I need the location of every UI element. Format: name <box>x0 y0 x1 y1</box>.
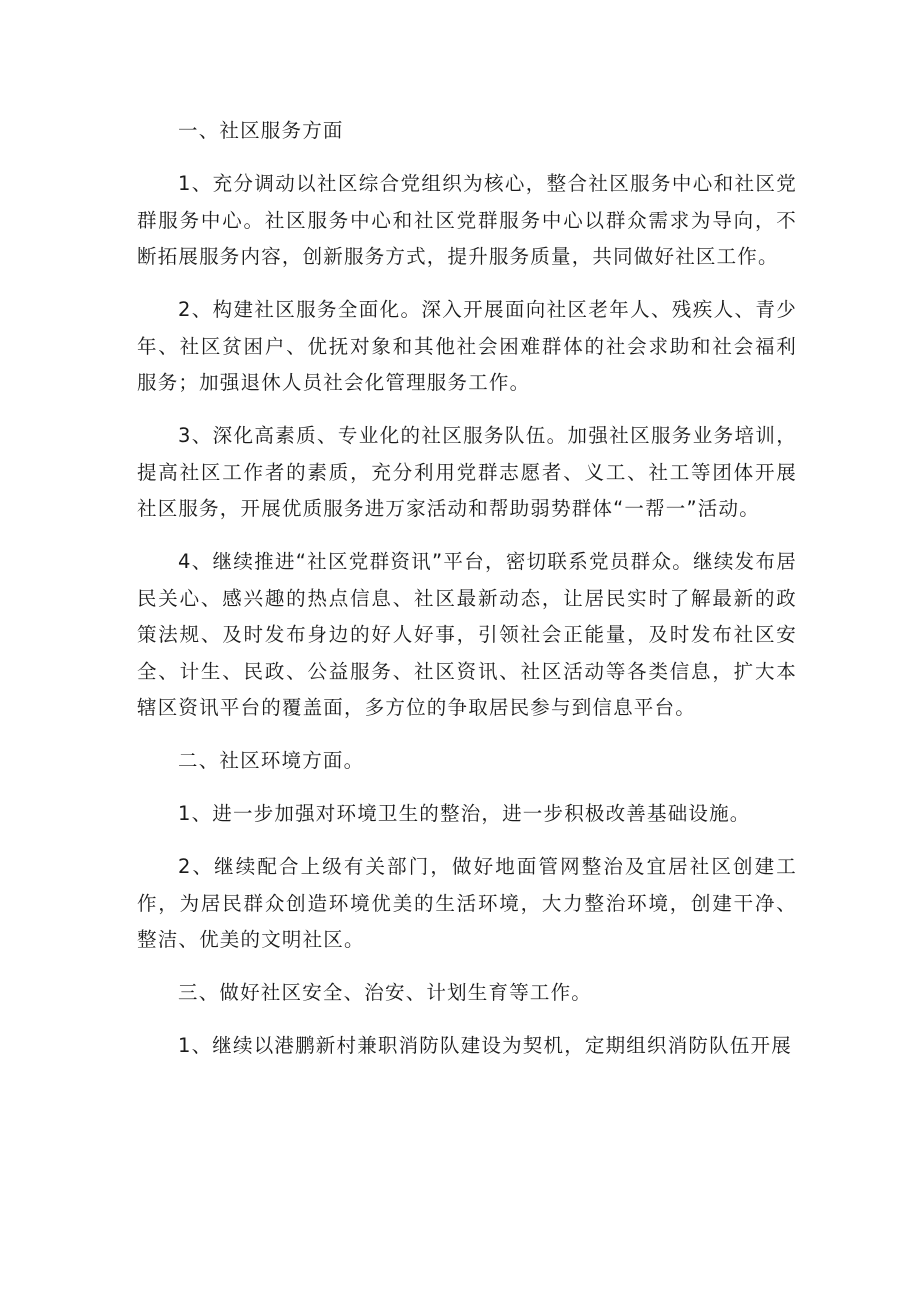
paragraph-service-1: 1、充分调动以社区综合党组织为核心，整合社区服务中心和社区党群服务中心。社区服务中心和社区党群服务中心以群众需求为导向，不断拓展服务内容，创新服务方式，提升服务质量，共同做好社区工作。 <box>137 172 797 268</box>
paragraph-safety-1: 1、继续以港鹏新村兼职消防队建设为契机，定期组织消防队伍开展 <box>178 1034 792 1057</box>
section-heading-community-environment: 二、社区环境方面。 <box>178 749 365 772</box>
paragraph-service-3: 3、深化高素质、专业化的社区服务队伍。加强社区服务业务培训，提高社区工作者的素质，充分利用党群志愿者、义工、社工等团体开展社区服务，开展优质服务进万家活动和帮助弱势群体“一帮一”活动。 <box>137 424 797 520</box>
paragraph-service-4: 4、继续推进“社区党群资讯”平台，密切联系党员群众。继续发布居民关心、感兴趣的热点信息、社区最新动态，让居民实时了解最新的政策法规、及时发布身边的好人好事，引领社会正能量，及时发布社区安全、计生、民政、公益服务、社区资讯、社区活动等各类信息，扩大本辖区资讯平台的覆盖面，多方位的争取居民参与到信息平台。 <box>137 550 797 719</box>
paragraph-environment-2: 2、继续配合上级有关部门，做好地面管网整治及宜居社区创建工作，为居民群众创造环境优美的生活环境，大力整治环境，创建干净、整洁、优美的文明社区。 <box>137 855 797 951</box>
section-heading-community-safety: 三、做好社区安全、治安、计划生育等工作。 <box>178 981 593 1004</box>
paragraph-service-2: 2、构建社区服务全面化。深入开展面向社区老年人、残疾人、青少年、社区贫困户、优抚对象和其他社会困难群体的社会求助和社会福利服务；加强退休人员社会化管理服务工作。 <box>137 298 797 394</box>
section-heading-community-service: 一、社区服务方面 <box>178 119 344 142</box>
document-body <box>137 113 797 1081</box>
paragraph-environment-1: 1、进一步加强对环境卫生的整治，进一步积极改善基础设施。 <box>178 802 751 825</box>
